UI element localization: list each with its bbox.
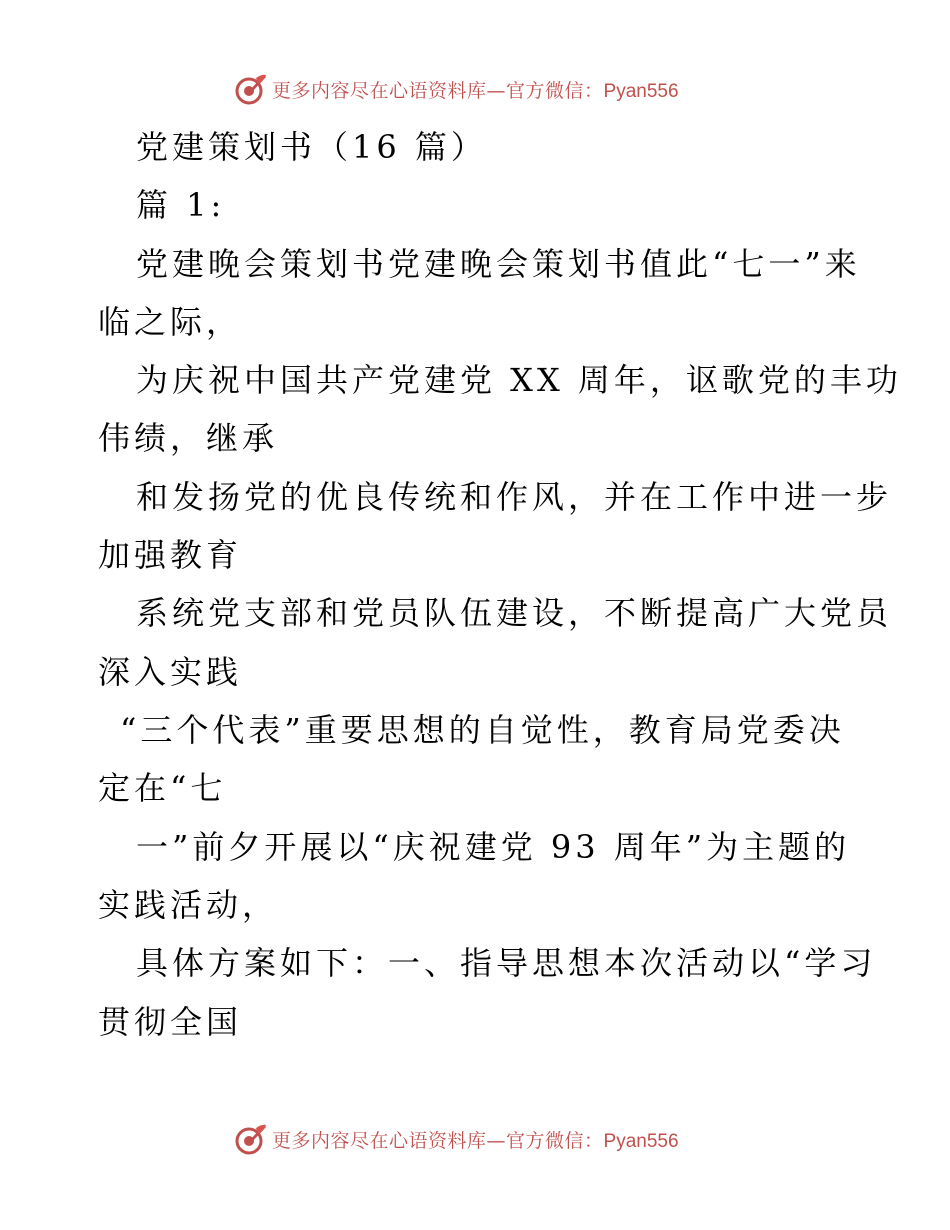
footer-banner-label: 更多内容尽在心语资料库—官方微信： <box>272 1130 604 1152</box>
document-line: 加强教育 <box>98 536 243 574</box>
document-title: 党建策划书（16 篇） <box>136 128 487 166</box>
footer-banner-text <box>272 1126 679 1153</box>
document-line: 为庆祝中国共产党建党 XX 周年，讴歌党的丰功 <box>136 361 902 399</box>
document-line: 深入实践 <box>98 653 243 691</box>
footer-wechat-id: Pyan556 <box>603 1131 679 1152</box>
quill-logo-icon <box>234 72 268 106</box>
document-line: 具体方案如下：一、指导思想本次活动以“学习 <box>136 944 877 982</box>
header-banner-label: 更多内容尽在心语资料库—官方微信： <box>272 80 604 102</box>
header-banner <box>0 70 950 110</box>
header-banner-text <box>272 76 679 103</box>
document-line: “三个代表”重要思想的自觉性，教育局党委决 <box>120 711 845 749</box>
document-line: 党建晚会策划书党建晚会策划书值此“七一”来 <box>136 245 861 283</box>
document-line: 篇 1: <box>136 186 226 224</box>
document-line: 实践活动， <box>98 886 279 924</box>
document-line: 临之际， <box>98 303 243 341</box>
header-wechat-id: Pyan556 <box>603 81 679 102</box>
document-line: 一”前夕开展以“庆祝建党 93 周年”为主题的 <box>136 828 851 866</box>
document-line: 伟绩，继承 <box>98 419 279 457</box>
footer-banner <box>0 1120 950 1160</box>
document-line: 系统党支部和党员队伍建设，不断提高广大党员 <box>136 594 893 632</box>
document-line: 定在“七 <box>98 769 227 807</box>
quill-logo-icon <box>234 1122 268 1156</box>
document-line: 贯彻全国 <box>98 1003 243 1041</box>
document-line: 和发扬党的优良传统和作风，并在工作中进一步 <box>136 478 893 516</box>
